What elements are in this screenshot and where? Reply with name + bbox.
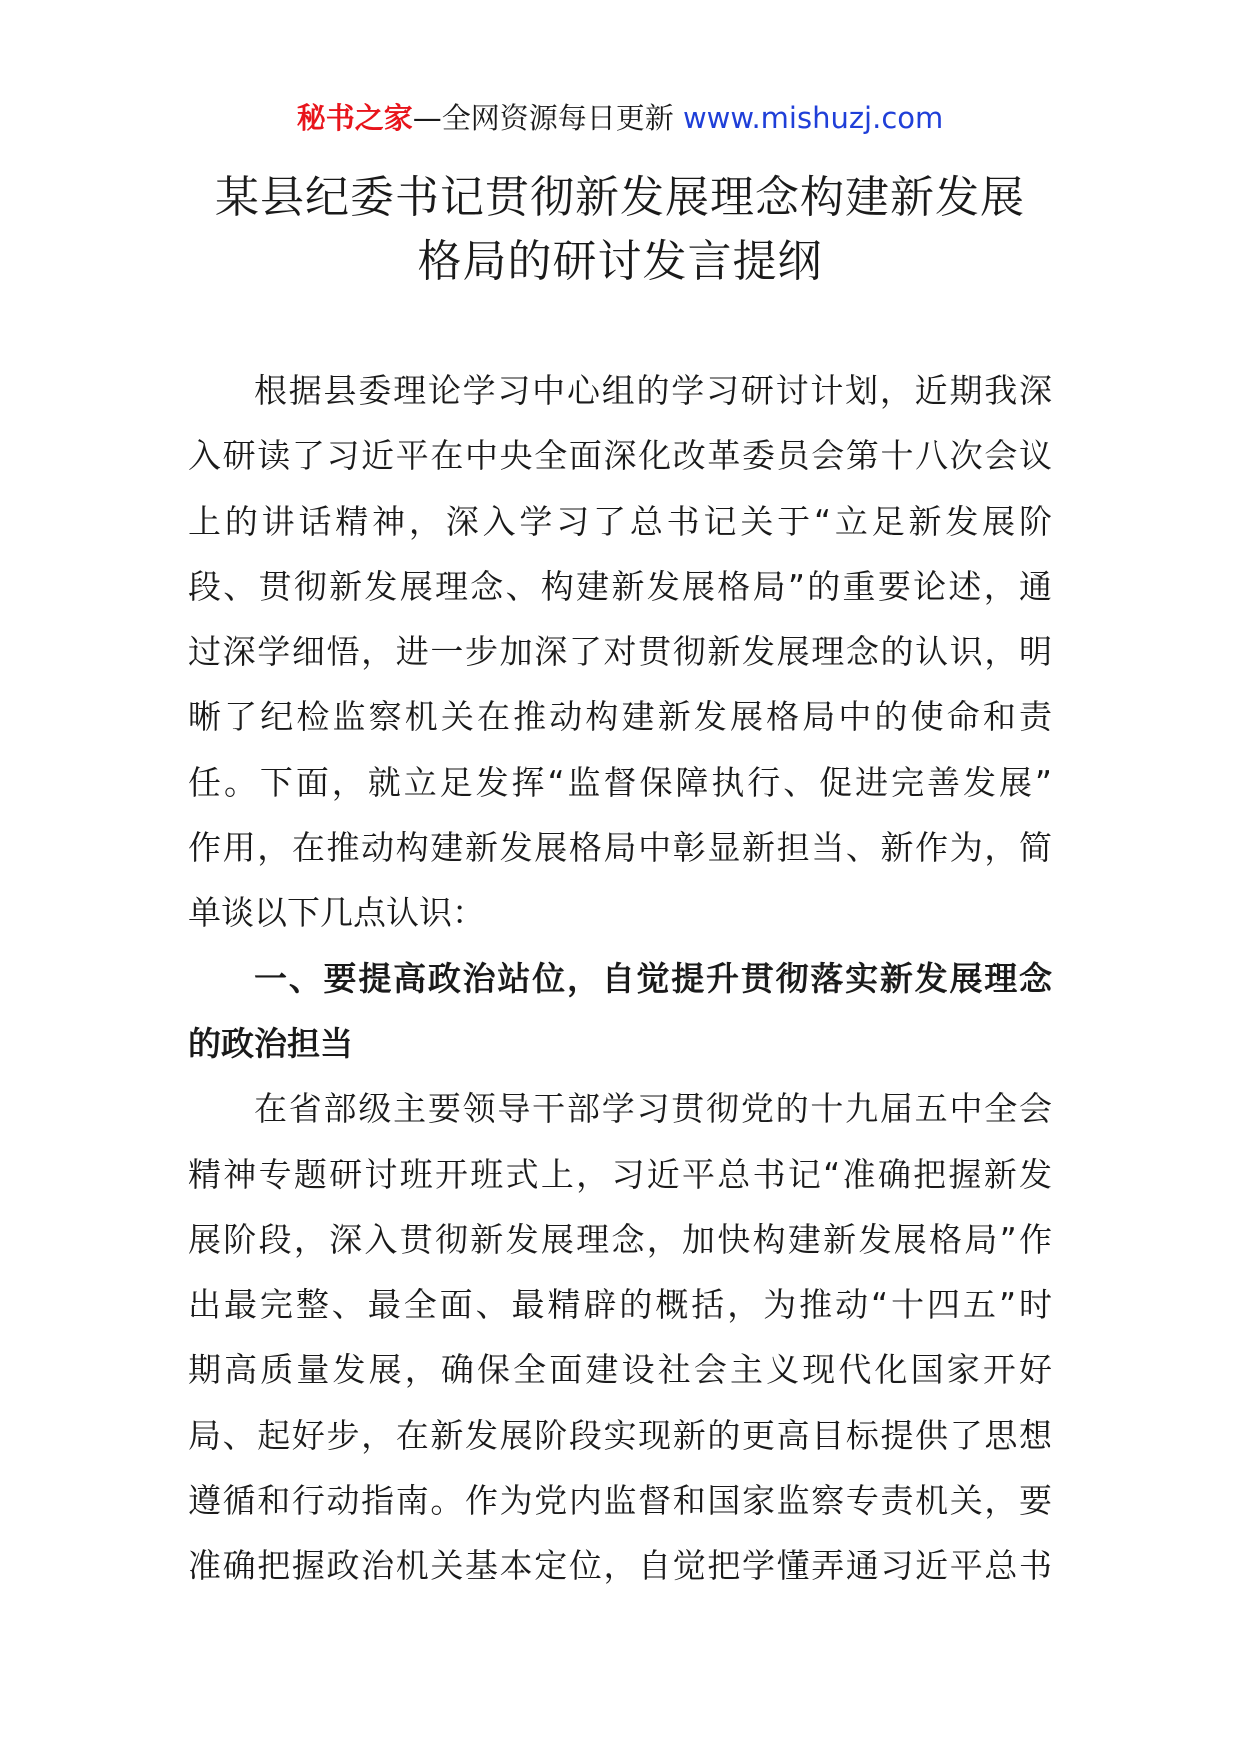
brand-name: 秘书之家 — [296, 101, 413, 135]
body-line: 单谈以下几点认识： — [188, 893, 485, 933]
section-heading-line: 的政治担当 — [188, 1023, 353, 1063]
document-title — [150, 166, 1090, 294]
body-line: 入研读了习近平在中央全面深化改革委员会第十八次会议 — [188, 436, 1052, 476]
body-line: 过深学细悟，进一步加深了对贯彻新发展理念的认识，明 — [188, 632, 1052, 672]
body-line: 任。下面，就立足发挥“监督保障执行、促进完善发展” — [188, 762, 1052, 802]
site-url[interactable]: www.mishuzj.com — [682, 101, 944, 135]
body-line: 根据县委理论学习中心组的学习研讨计划，近期我深 — [254, 371, 1052, 410]
body-line: 上的讲话精神，深入学习了总书记关于“立足新发展阶 — [188, 501, 1052, 541]
section-heading-line: 一、要提高政治站位，自觉提升贯彻落实新发展理念 — [254, 958, 1052, 998]
body-line: 局、起好步，在新发展阶段实现新的更高目标提供了思想 — [188, 1415, 1052, 1455]
body-line: 晰了纪检监察机关在推动构建新发展格局中的使命和责 — [188, 697, 1052, 737]
body-line: 作用，在推动构建新发展格局中彰显新担当、新作为，简 — [188, 828, 1052, 868]
body-line: 出最完整、最全面、最精辟的概括，为推动“十四五”时 — [188, 1285, 1052, 1325]
site-header — [0, 98, 1240, 138]
body-line: 展阶段，深入贯彻新发展理念，加快构建新发展格局”作 — [188, 1219, 1052, 1259]
body-line: 精神专题研讨班开班式上，习近平总书记“准确把握新发 — [188, 1154, 1052, 1194]
body-line: 在省部级主要领导干部学习贯彻党的十九届五中全会 — [254, 1089, 1052, 1129]
title-line-1: 某县纪委书记贯彻新发展理念构建新发展 — [215, 172, 1025, 223]
body-line: 段、贯彻新发展理念、构建新发展格局”的重要论述，通 — [188, 566, 1052, 606]
body-line: 期高质量发展，确保全面建设社会主义现代化国家开好 — [188, 1350, 1052, 1390]
header-tagline: —全网资源每日更新 — [412, 101, 683, 135]
document-body — [188, 358, 1052, 1599]
body-line: 遵循和行动指南。作为党内监督和国家监察专责机关，要 — [188, 1481, 1052, 1521]
body-line: 准确把握政治机关基本定位，自觉把学懂弄通习近平总书 — [188, 1546, 1052, 1586]
title-line-2: 格局的研讨发言提纲 — [417, 236, 823, 287]
